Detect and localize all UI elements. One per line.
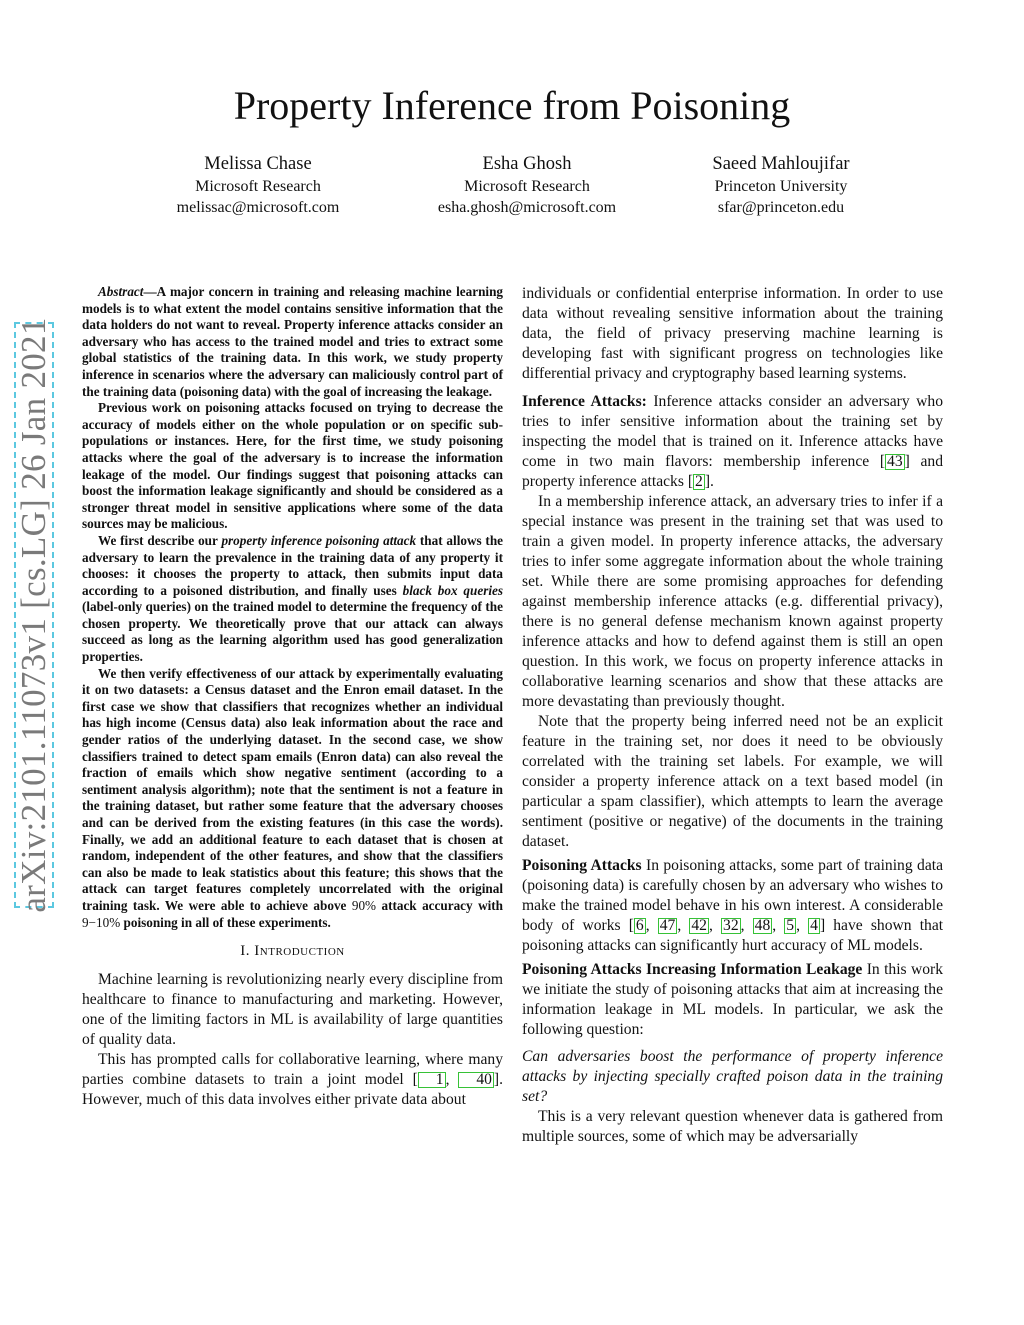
abstract-paragraph-3: We first describe our property inference poisoning attack that allows the adversary to learn the prevalence in the training data of any property it chooses: it chooses the property to attack, then submits input data according to a poisoned distribution, and finally uses black box queries (label-only queries) on the trained model to determine the frequency of the chosen property. We theoretically prove that our attack can always succeed as long as the learning algorithm used has good generalization properties. [82, 532, 504, 665]
arxiv-id-text: arXiv:2101.11073v1 [cs.LG] 26 Jan 2021 [14, 317, 53, 913]
paragraph-poisoning-attacks: Poisoning Attacks In poisoning attacks, some part of training data (poisoning data) is carefully chosen by an adversary who wishes to make the trained model behave in his own interest. A considerable body of works [ 6 , 47 , 42 , 32 , 48 , 5 , 4 ] have shown that poisoning attacks can significantly hurt accuracy of ML models. [522, 857, 944, 954]
author-affiliation: Microsoft Research [195, 178, 321, 195]
author-email: melissac@microsoft.com [176, 199, 340, 216]
citation-link[interactable]: 43 [887, 453, 903, 470]
citation-link[interactable]: 2 [695, 473, 703, 490]
paragraph-continued: individuals or confidential enterprise information. In order to use data without revealing sensitive information about the training data, the field of privacy preserving machine learning is developing fast with significant progress on technologies like differential privacy and cryptography based learning systems. [522, 285, 943, 382]
paper-title: Property Inference from Poisoning [233, 83, 791, 128]
abstract [82, 284, 503, 931]
citation-link[interactable]: 47 [659, 917, 676, 934]
author-3 [621, 152, 941, 218]
author-email: esha.ghosh@microsoft.com [437, 199, 617, 216]
author-name: Saeed Mahloujifar [712, 154, 850, 174]
right-column-text [522, 284, 943, 1147]
citation-link[interactable]: 32 [723, 917, 739, 934]
intro-paragraph-1: Machine learning is revolutionizing nearly every discipline from healthcare to finance to manufacturing and marketing. However, one of the limiting factors in ML is availability of large quantities of quality data. [82, 971, 503, 1049]
author-name: Esha Ghosh [482, 154, 572, 174]
research-question: Can adversaries boost the performance of property inference attacks by injecting specially crafted poison data in the training set? [522, 1048, 943, 1105]
arxiv-identifier-stamp [14, 317, 54, 913]
paragraph-relevance: This is a very relevant question whenever data is gathered from multiple sources, some of which may be adversarially [522, 1108, 943, 1145]
abstract-paragraph-1: Abstract—A major concern in training and releasing machine learning models is to what extent the model contains sensitive information that the data holders do not want to reveal. Property inference attacks consider an adversary who has access to the trained model and tries to extract some global statistics of the training data. In this work, we study property inference in scenarios where the adversary can maliciously control part of the training data (poisoning data) with the goal of increasing the leakage. [82, 284, 503, 399]
paragraph-inference-attacks: Inference Attacks: Inference attacks consider an adversary who tries to infer sensitive information about the training set by inspecting the model that is trained on it. Inference attacks have come in two main flavors: membership inference [ 43 ] and property inference attacks [ 2 ]. [522, 393, 943, 490]
author-affiliation: Princeton University [714, 178, 848, 195]
citation-link[interactable]: 6 [635, 917, 644, 934]
author-name: Melissa Chase [204, 154, 312, 174]
citation-link[interactable]: 42 [691, 917, 707, 934]
abstract-label: Abstract [98, 284, 144, 299]
section-heading-introduction: I. Introduction [240, 943, 345, 960]
author-affiliation: Microsoft Research [464, 178, 590, 195]
paragraph-note: Note that the property being inferred need not be an explicit feature in the training set, nor does it need to be obviously correlated with the training set labels. For example, we will consider a property inference attack on a text based model (in particular a spam classifier), which attempts to learn the average sentiment (positive or negative) of the documents in the training dataset. [522, 713, 943, 850]
citation-link[interactable]: 4 [810, 917, 818, 934]
right-column [522, 284, 943, 1147]
citation-link[interactable]: 1 [418, 1072, 446, 1088]
intro-paragraph-2: This has prompted calls for collaborative learning, where many parties combine datasets to train a joint model [ 1 , 40 ]. However, much of this data involves either private data about [82, 1051, 504, 1109]
citation-link[interactable]: 48 [754, 917, 771, 934]
paragraph-membership-inference: In a membership inference attack, an adversary tries to infer if a special instance was present in the training set that was used to train a given model. In property inference attacks, the adversary tries to infer some aggregate information about the whole training set. While there are some promising approaches for defending against membership inference attacks (e.g. differential privacy), there is no general defense mechanism known against property inference attacks and how to defend against them is still an open question. In this work, we focus on property inference attacks in collaborative learning scenarios and show that these attacks are more devastating than previously thought. [522, 493, 943, 710]
paragraph-poisoning-leakage: Poisoning Attacks Increasing Information Leakage In this work we initiate the study of poisoning attacks that aim at increasing the information leakage in ML models. In particular, we ask the following question: [522, 961, 944, 1038]
left-column [82, 284, 503, 1110]
abstract-paragraph-4: We then verify effectiveness of our attack by experimentally evaluating it on two datasets: a Census dataset and the Enron email dataset. In the first case we show that classifiers that recognizes whether an individual has high income (Census data) also leak information about the race and gender ratios of the underlying dataset. In the second case, we show classifiers trained to detect spam emails (Enron data) can also reveal the fraction of emails which show negative sentiment (according to a sentiment analysis algorithm); note that the sentiment is not a feature in the training dataset, but rather some feature that the adversary chooses and can be derived from the existing features (in this case the words). Finally, we add an additional feature to each dataset that is chosen at random, independent of the other features, and show that the classifiers can also be made to leak statistics about this feature; this shows that the attack can target features completely uncorrelated with the original training task. We were able to achieve above 90% attack accuracy with 9−10% poisoning in all of these experiments. [82, 665, 503, 930]
author-email: sfar@princeton.edu [717, 199, 845, 216]
introduction-text [82, 970, 503, 1110]
abstract-paragraph-2: Previous work on poisoning attacks focused on trying to decrease the accuracy of models either on the whole population or on specific sub-populations or instances. Here, for the first time, we study poisoning attacks where the goal of the adversary is to increase the information leakage of the model. Our findings suggest that poisoning attacks can boost the information leakage significantly and should be considered as a stronger threat model in sensitive applications where some of the data sources may be malicious. [82, 400, 503, 532]
citation-link[interactable]: 40 [458, 1072, 494, 1088]
citation-link[interactable]: 5 [786, 917, 795, 934]
